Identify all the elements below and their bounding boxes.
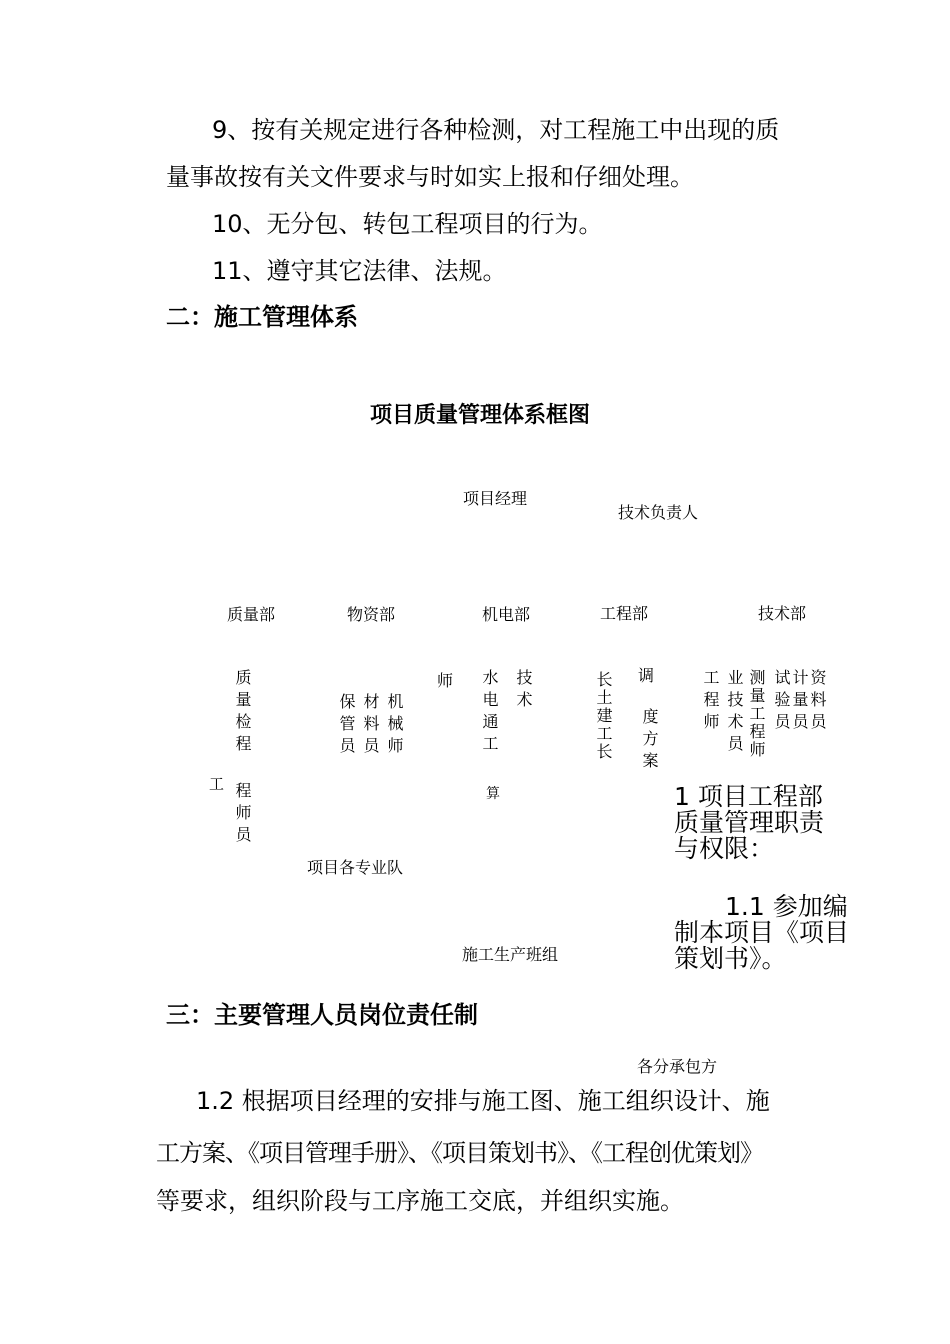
chart-role-storekeeper bbox=[335, 693, 355, 759]
chart-role-text: 保管员 bbox=[337, 693, 356, 759]
chart-role-text: 试验员 bbox=[772, 669, 791, 735]
chart-role-text: 质量检程 bbox=[233, 669, 252, 757]
chart-role-text: 长土建工长 bbox=[594, 671, 613, 761]
paragraph-item9-line2: 量事故按有关文件要求与时如实上报和仔细处理。 bbox=[166, 163, 694, 191]
section-heading-2: 二：施工管理体系 bbox=[166, 303, 358, 331]
chart-role-text: 水电通工 bbox=[480, 669, 499, 757]
chart-role-document-clerk bbox=[806, 669, 826, 735]
chart-role-text: 测量工程师 bbox=[747, 669, 766, 759]
chart-node-subcontractors: 各分承包方 bbox=[637, 1057, 718, 1076]
overflow-text-line2: 质量管理职责 bbox=[674, 808, 825, 837]
overflow-text-line1: 1 项目工程部 bbox=[674, 782, 823, 811]
chart-role-fragment-diao: 调 bbox=[638, 666, 655, 685]
overflow-text-line5: 制本项目《项目 bbox=[674, 918, 850, 947]
chart-node-teams: 项目各专业队 bbox=[307, 858, 404, 877]
chart-role-civil-foreman bbox=[592, 671, 612, 761]
chart-role-text: 程师员 bbox=[233, 782, 252, 848]
chart-role-mechanic bbox=[383, 693, 403, 759]
chart-role-engineer bbox=[699, 669, 719, 735]
chart-role-fragment-suan: 算 bbox=[486, 786, 500, 802]
chart-role-fragment-shi: 师 bbox=[437, 671, 454, 690]
chart-role-text: 工程师 bbox=[701, 669, 720, 735]
chart-title: 项目质量管理体系框图 bbox=[370, 403, 591, 428]
chart-role-tech-staff bbox=[723, 669, 743, 757]
chart-role-survey-engineer bbox=[745, 669, 765, 759]
overflow-text-line3: 与权限： bbox=[674, 834, 775, 863]
chart-role-text: 材料员 bbox=[361, 693, 380, 759]
chart-node-crews: 施工生产班组 bbox=[462, 945, 559, 964]
paragraph-item11: 11、遵守其它法律、法规。 bbox=[212, 257, 507, 285]
paragraph-1-2-line3: 等要求，组织阶段与工序施工交底，并组织实施。 bbox=[156, 1187, 684, 1215]
overflow-text-line4: 1.1 参加编 bbox=[725, 892, 848, 921]
chart-role-text: 技术 bbox=[514, 669, 533, 713]
chart-dept-technical: 技术部 bbox=[758, 604, 807, 623]
paragraph-1-2-line1: 1.2 根据项目经理的安排与施工图、施工组织设计、施 bbox=[196, 1087, 770, 1115]
chart-role-text: 度方案 bbox=[640, 708, 659, 774]
paragraph-1-2-line2: 工方案、《项目管理手册》、《项目策划书》、《工程创优策划》 bbox=[156, 1139, 763, 1167]
chart-role-quality-inspector bbox=[231, 669, 251, 757]
chart-role-fragment-gong: 工 bbox=[209, 775, 225, 793]
chart-role-scheduling-plan bbox=[638, 708, 658, 774]
chart-role-tester bbox=[770, 669, 790, 735]
chart-role-metrologist bbox=[788, 669, 808, 735]
chart-role-text: 业技术员 bbox=[725, 669, 744, 757]
chart-dept-quality: 质量部 bbox=[227, 605, 276, 624]
chart-role-technique bbox=[512, 669, 532, 713]
chart-role-material-clerk bbox=[359, 693, 379, 759]
chart-node-manager: 项目经理 bbox=[463, 489, 528, 508]
chart-role-text: 机械师 bbox=[385, 693, 404, 759]
paragraph-item10: 10、无分包、转包工程项目的行为。 bbox=[212, 210, 603, 238]
chart-node-tech-lead: 技术负责人 bbox=[618, 503, 699, 522]
paragraph-item9-line1: 9、按有关规定进行各种检测，对工程施工中出现的质 bbox=[212, 116, 780, 144]
chart-dept-mep: 机电部 bbox=[482, 605, 531, 624]
chart-role-engineer-staff bbox=[231, 782, 251, 848]
chart-dept-materials: 物资部 bbox=[347, 605, 396, 624]
chart-role-text: 计量员 bbox=[790, 669, 809, 735]
overflow-text-line6: 策划书》。 bbox=[674, 944, 787, 973]
chart-dept-engineering: 工程部 bbox=[600, 604, 649, 623]
chart-role-water-electric bbox=[478, 669, 498, 757]
section-heading-3: 三：主要管理人员岗位责任制 bbox=[166, 1001, 478, 1029]
chart-role-text: 资料员 bbox=[808, 669, 827, 735]
